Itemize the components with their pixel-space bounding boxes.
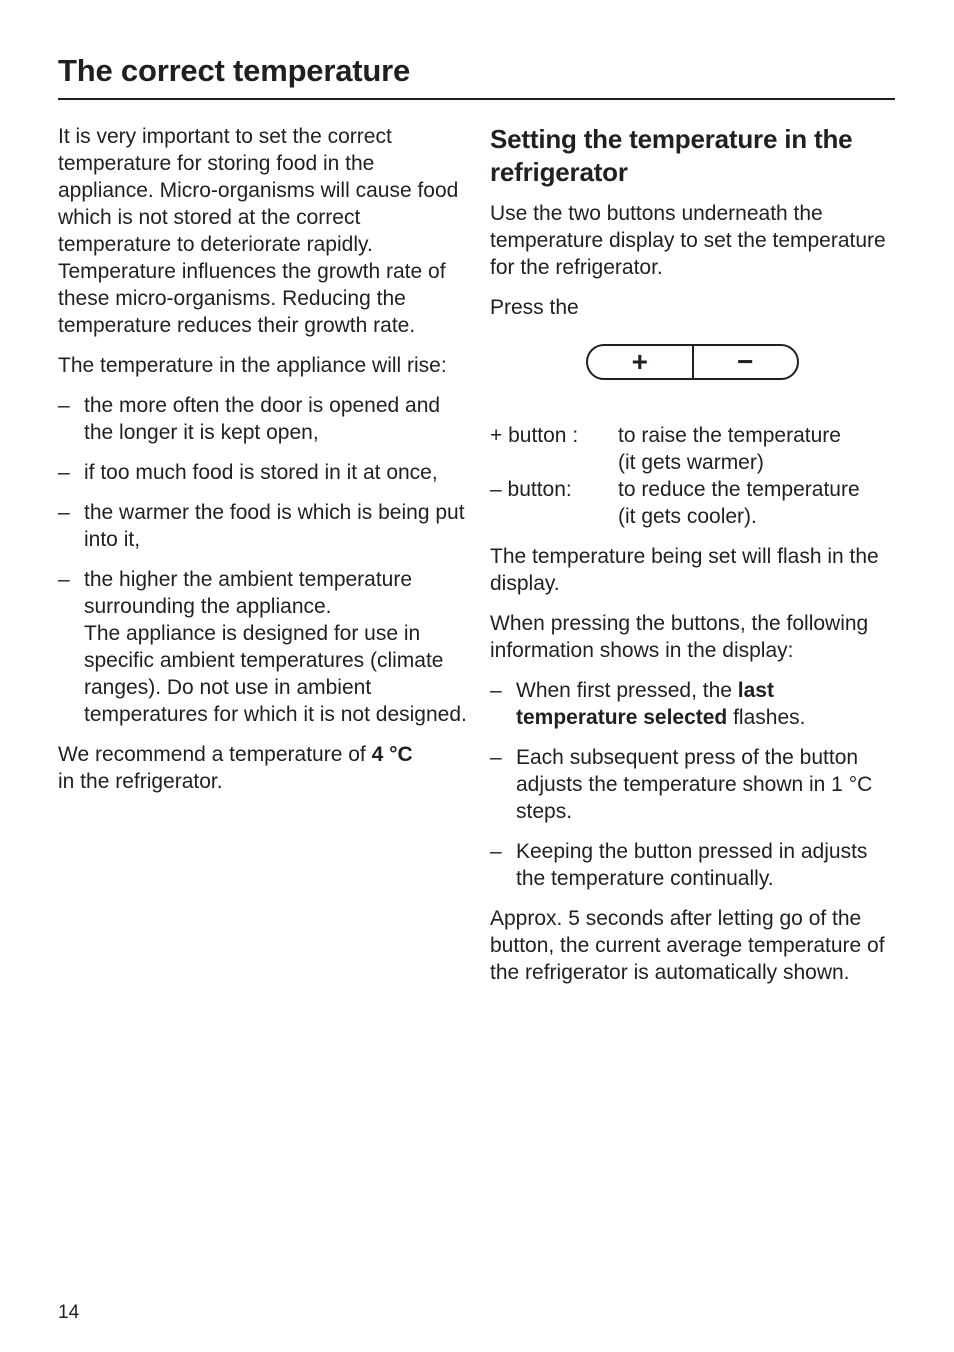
dash-bullet: –: [58, 461, 70, 484]
list-item: [58, 566, 468, 728]
plus-desc-line-1: to raise the temperature: [618, 424, 841, 447]
list-item: [490, 677, 898, 731]
dash-bullet: –: [58, 568, 70, 591]
list-item-text: the warmer the food is which is being put into it,: [84, 501, 465, 551]
list-item: [58, 392, 468, 446]
list-item-text: the more often the door is opened and the longer it is kept open,: [84, 394, 441, 444]
recommend-value: 4 °C: [371, 743, 413, 766]
list-item-text: if too much food is stored in it at once,: [84, 461, 438, 484]
dash-bullet: –: [58, 394, 70, 417]
press-the-text: Press the: [490, 296, 579, 319]
intro-paragraph: It is very important to set the correct temperature for storing food in the appliance. Micro-organisms will cause food which is not stored at the correct temperature to deteriorate rapidly. Temperature influences the growth rate of these micro-organisms. Reducing the temperature reduces their growth rate.: [58, 125, 459, 337]
right-column: [490, 123, 898, 999]
page-title: The correct temperature: [58, 53, 411, 88]
item1-prefix: When first pressed, the: [516, 679, 738, 702]
pressing-list: [490, 677, 898, 892]
approx-paragraph: Approx. 5 seconds after letting go of the button, the current average temperature of the refrigerator is automatically shown.: [490, 907, 885, 984]
button-description-table: [490, 422, 898, 530]
plus-button-desc: [618, 422, 898, 476]
page-number: 14: [58, 1302, 80, 1323]
minus-desc-line-1: to reduce the temperature: [618, 478, 860, 501]
list-item: [490, 744, 898, 825]
plus-button-key: + button :: [490, 424, 579, 447]
list-item-text: Each subsequent press of the button adjusts the temperature shown in 1 °C steps.: [516, 746, 873, 823]
dash-bullet: –: [490, 746, 502, 769]
rise-intro: The temperature in the appliance will rise:: [58, 354, 447, 377]
pressing-intro: When pressing the buttons, the following information shows in the display:: [490, 612, 869, 662]
section-heading: Setting the temperature in the refrigerator: [490, 124, 853, 187]
minus-button-desc: [618, 476, 898, 530]
minus-desc-line-2: (it gets cooler).: [618, 505, 757, 528]
list-item: [490, 838, 898, 892]
item1-suffix: flashes.: [727, 706, 806, 729]
temperature-buttons-illustration: [586, 344, 799, 380]
recommend-prefix: We recommend a temperature of: [58, 743, 372, 766]
rise-list: [58, 392, 468, 728]
left-column: [58, 123, 468, 808]
flash-paragraph: The temperature being set will flash in the display.: [490, 545, 879, 595]
minus-button-row: [490, 476, 898, 530]
minus-button-key: – button:: [490, 478, 572, 501]
button-illustration-area: [490, 321, 898, 422]
list-item-text: the higher the ambient temperature surrounding the appliance.: [84, 568, 413, 618]
recommendation-paragraph: [58, 741, 468, 795]
item1-bold: last temperature selected: [516, 679, 774, 729]
plus-desc-line-2: (it gets warmer): [618, 451, 764, 474]
recommend-suffix: in the refrigerator.: [58, 770, 223, 793]
list-item: [58, 499, 468, 553]
plus-button-icon: +: [631, 346, 648, 377]
use-paragraph: Use the two buttons underneath the temperature display to set the temperature for the refrigerator.: [490, 202, 886, 279]
title-rule: [58, 98, 895, 100]
plus-button-row: [490, 422, 898, 476]
dash-bullet: –: [490, 679, 502, 702]
list-item-text: Keeping the button pressed in adjusts the temperature continually.: [516, 840, 868, 890]
list-item: [58, 459, 468, 486]
dash-bullet: –: [58, 501, 70, 524]
minus-button-icon: −: [692, 346, 798, 378]
dash-bullet: –: [490, 840, 502, 863]
list-item-note: The appliance is designed for use in specific ambient temperatures (climate ranges). Do not use in ambient temperatures for which it is not designed.: [84, 622, 467, 726]
